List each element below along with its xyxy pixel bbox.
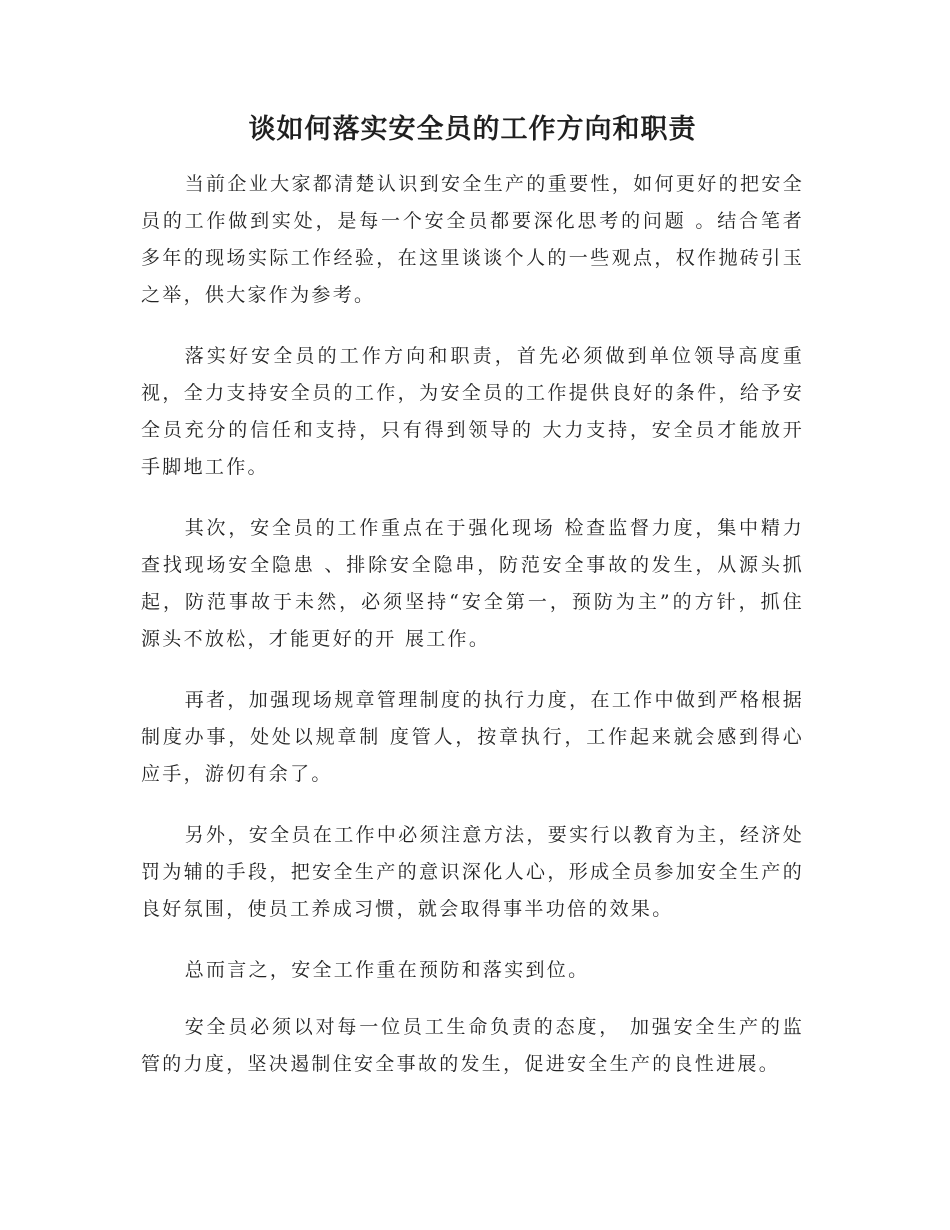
paragraph-regulations: 再者，加强现场规章管理制度的执行力度，在工作中做到严格根据制度办事，处处以规章制 度管人，按章执行，工作起来就会感到得心应手，游仞有余了。 <box>141 689 804 785</box>
paragraph-summary: 总而言之，安全工作重在预防和落实到位。 <box>184 959 590 981</box>
paragraph-inspection: 其次，安全员的工作重点在于强化现场 检查监督力度，集中精力查找现场安全隐患 、排除安全隐串，防范安全事故的发生，从源头抓起，防范事故于未然，必须坚持“安全第一，预防为主”的方针，抓住源头不放松，才能更好的开 展工作。 <box>141 517 804 650</box>
paragraph-conclusion: 安全员必须以对每一位员工生命负责的态度， 加强安全生产的监管的力度，坚决遏制住安全事故的发生，促进安全生产的良性进展。 <box>141 1016 804 1075</box>
paragraph-methods: 另外，安全员在工作中必须注意方法，要实行以教育为主，经济处罚为辅的手段，把安全生产的意识深化人心，形成全员参加安全生产的良好氛围，使员工养成习惯，就会取得事半功倍的效果。 <box>141 824 804 920</box>
paragraph-intro: 当前企业大家都清楚认识到安全生产的重要性，如何更好的把安全员的工作做到实处，是每一个安全员都要深化思考的问题 。结合笔者多年的现场实际工作经验，在这里谈谈个人的一些观点，权作抛砖引玉之举，供大家作为参考。 <box>141 173 804 306</box>
paragraph-leadership: 落实好安全员的工作方向和职责，首先必须做到单位领导高度重视，全力支持安全员的工作，为安全员的工作提供良好的条件，给予安全员充分的信任和支持，只有得到领导的 大力支持，安全员才能放开手脚地工作。 <box>141 345 804 478</box>
document-title: 谈如何落实安全员的工作方向和职责 <box>248 114 697 145</box>
